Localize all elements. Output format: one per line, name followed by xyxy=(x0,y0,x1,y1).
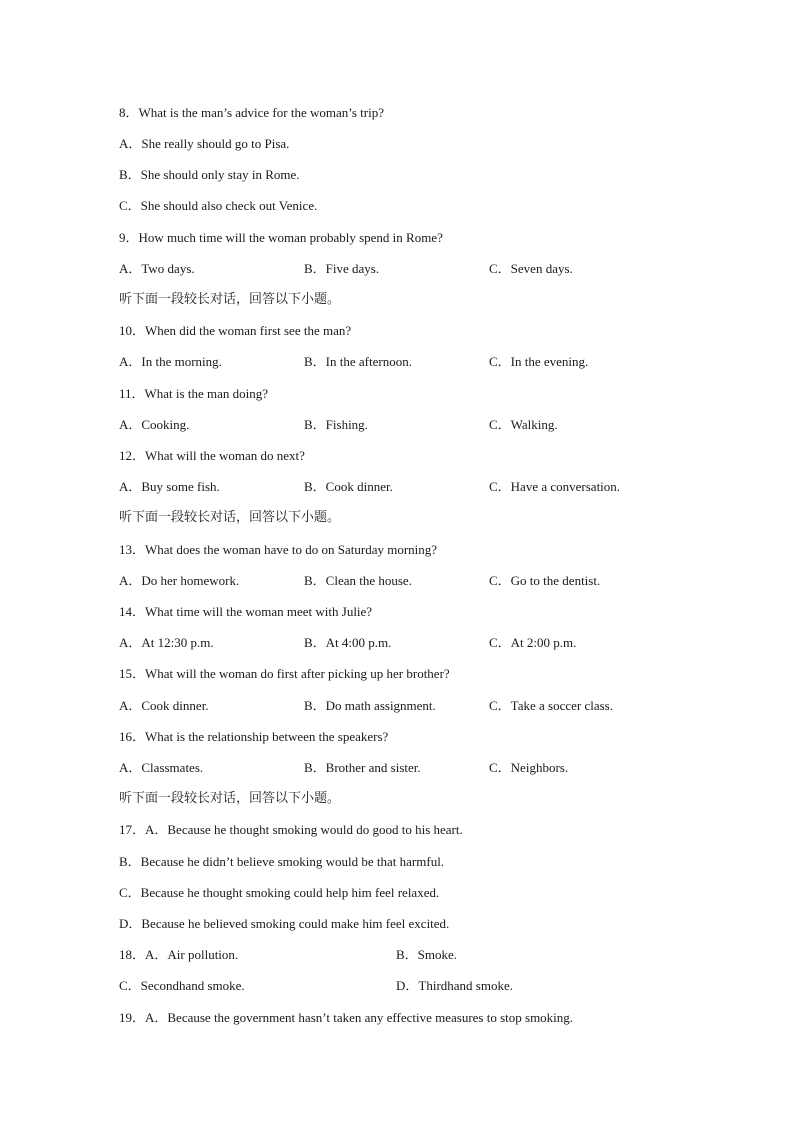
option-12a: A．Buy some fish. xyxy=(119,479,220,494)
option-10c: C．In the evening. xyxy=(489,354,589,369)
option-12b: B．Cook dinner. xyxy=(304,479,393,494)
question-17: 17．A．Because he thought smoking would do good to his heart. xyxy=(119,822,463,837)
question-11: 11．What is the man doing? xyxy=(119,386,268,401)
option-10b: B．In the afternoon. xyxy=(304,354,412,369)
option-13b: B．Clean the house. xyxy=(304,573,412,588)
option-13a: A．Do her homework. xyxy=(119,573,240,588)
option-17c: C．Because he thought smoking could help him feel relaxed. xyxy=(119,885,440,900)
option-9a: A．Two days. xyxy=(119,261,195,276)
question-16: 16．What is the relationship between the speakers? xyxy=(119,729,389,744)
option-17d: D．Because he believed smoking could make him feel excited. xyxy=(119,916,450,931)
option-8c: C．She should also check out Venice. xyxy=(119,198,318,213)
question-18-option-a: 18．A．Air pollution. xyxy=(119,947,239,962)
option-15b: B．Do math assignment. xyxy=(304,698,436,713)
question-10: 10．When did the woman first see the man? xyxy=(119,323,352,338)
option-14b: B．At 4:00 p.m. xyxy=(304,635,392,650)
option-17b: B．Because he didn’t believe smoking would be that harmful. xyxy=(119,854,445,869)
option-18b: B．Smoke. xyxy=(396,947,458,962)
question-14: 14．What time will the woman meet with Julie? xyxy=(119,604,373,619)
option-16c: C．Neighbors. xyxy=(489,760,569,775)
option-14a: A．At 12:30 p.m. xyxy=(119,635,214,650)
option-8b: B．She should only stay in Rome. xyxy=(119,167,300,182)
option-18c: C．Secondhand smoke. xyxy=(119,978,245,993)
option-8a: A．She really should go to Pisa. xyxy=(119,136,290,151)
question-9: 9．How much time will the woman probably spend in Rome? xyxy=(119,230,443,245)
question-15: 15．What will the woman do first after picking up her brother? xyxy=(119,666,450,681)
question-12: 12．What will the woman do next? xyxy=(119,448,305,463)
question-13: 13．What does the woman have to do on Saturday morning? xyxy=(119,542,438,557)
option-15c: C．Take a soccer class. xyxy=(489,698,613,713)
option-13c: C．Go to the dentist. xyxy=(489,573,601,588)
option-9c: C．Seven days. xyxy=(489,261,573,276)
option-15a: A．Cook dinner. xyxy=(119,698,209,713)
option-18d: D．Thirdhand smoke. xyxy=(396,978,513,993)
option-16a: A．Classmates. xyxy=(119,760,204,775)
option-11c: C．Walking. xyxy=(489,417,558,432)
section-instruction-3: 听下面一段较长对话，回答以下小题。 xyxy=(119,791,341,806)
option-16b: B．Brother and sister. xyxy=(304,760,421,775)
option-11a: A．Cooking. xyxy=(119,417,190,432)
option-10a: A．In the morning. xyxy=(119,354,222,369)
section-instruction-1: 听下面一段较长对话，回答以下小题。 xyxy=(119,292,341,307)
option-12c: C．Have a conversation. xyxy=(489,479,621,494)
question-19: 19．A．Because the government hasn’t taken any effective measures to stop smoking. xyxy=(119,1010,574,1025)
option-11b: B．Fishing. xyxy=(304,417,368,432)
option-9b: B．Five days. xyxy=(304,261,380,276)
option-14c: C．At 2:00 p.m. xyxy=(489,635,577,650)
section-instruction-2: 听下面一段较长对话，回答以下小题。 xyxy=(119,510,341,525)
question-8: 8．What is the man’s advice for the woman’s trip? xyxy=(119,105,384,120)
